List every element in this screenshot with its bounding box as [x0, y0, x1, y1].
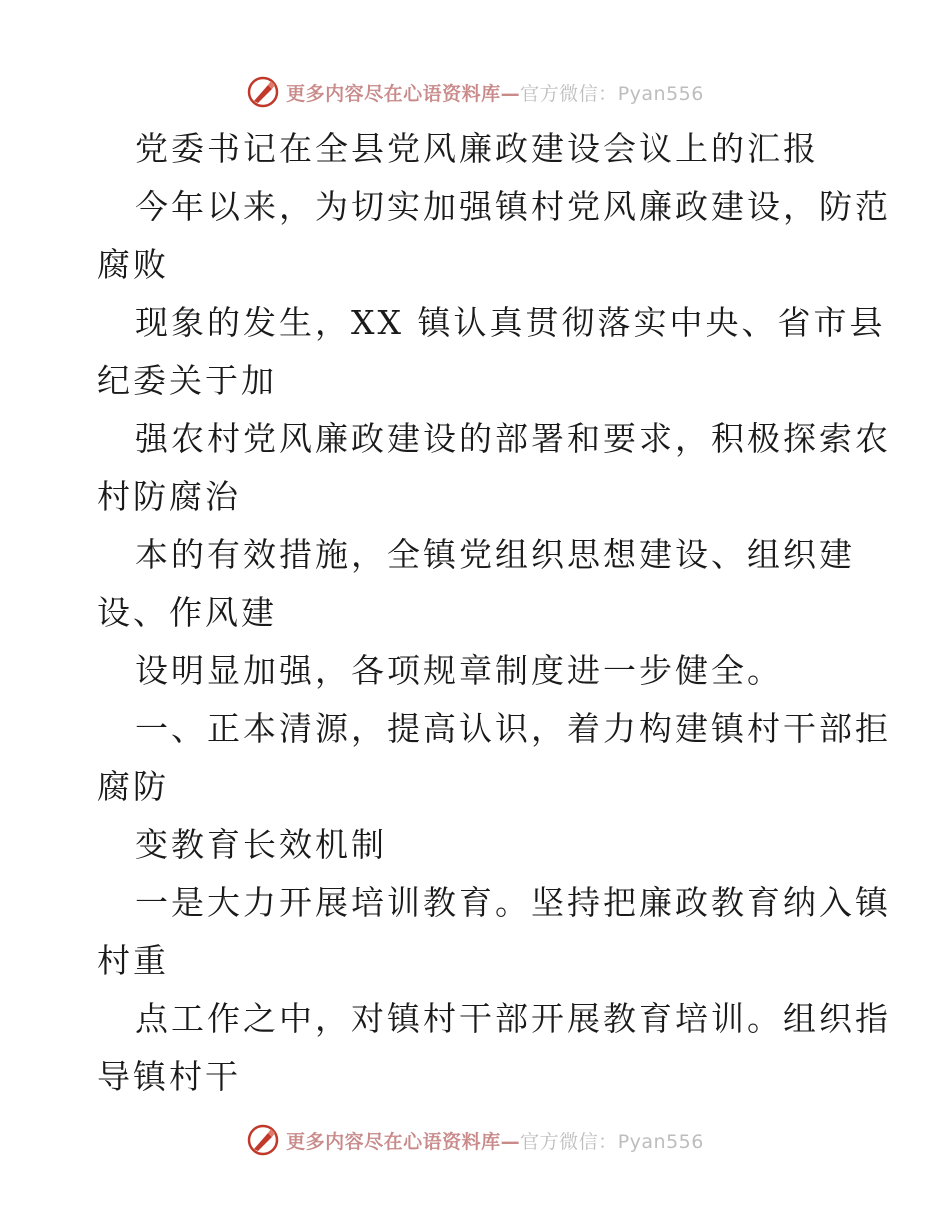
pen-logo-icon: [246, 1123, 280, 1157]
text-line: 现象的发生，XX 镇认真贯彻落实中央、省市县: [135, 303, 886, 342]
text-line: 一是大力开展培训教育。坚持把廉政教育纳入镇: [135, 883, 891, 922]
banner-brand-text: 更多内容尽在心语资料库: [286, 1130, 501, 1153]
document-body: [97, 120, 891, 1106]
pen-logo-icon: [246, 75, 280, 109]
banner-wechat-label: 官方微信：: [520, 82, 618, 105]
text-line: 村防腐治: [97, 477, 241, 516]
section-heading: 一、正本清源，提高认识，着力构建镇村干部拒: [135, 709, 891, 748]
banner-wechat-label: 官方微信：: [520, 1130, 618, 1153]
text-line: 今年以来，为切实加强镇村党风廉政建设，防范: [135, 187, 891, 226]
section-heading-cont: 变教育长效机制: [135, 825, 387, 864]
banner-wechat-id: Pyan556: [617, 82, 704, 105]
banner-wechat-id: Pyan556: [617, 1130, 704, 1153]
text-line: 设、作风建: [97, 593, 277, 632]
banner-separator: —: [500, 1130, 521, 1153]
text-line: 设明显加强，各项规章制度进一步健全。: [135, 651, 783, 690]
text-line: 本的有效措施，全镇党组织思想建设、组织建: [135, 535, 855, 574]
banner-brand-text: 更多内容尽在心语资料库: [286, 82, 501, 105]
banner-separator: —: [500, 82, 521, 105]
footer-watermark-banner: [0, 1120, 950, 1160]
text-line: 纪委关于加: [97, 361, 277, 400]
text-line: 点工作之中，对镇村干部开展教育培训。组织指: [135, 999, 891, 1038]
text-line: 腐败: [97, 245, 169, 284]
header-watermark-banner: [0, 72, 950, 112]
section-heading-cont: 腐防: [97, 767, 169, 806]
text-line: 导镇村干: [97, 1057, 241, 1096]
text-line: 强农村党风廉政建设的部署和要求，积极探索农: [135, 419, 891, 458]
text-line: 村重: [97, 941, 169, 980]
document-title: 党委书记在全县党风廉政建设会议上的汇报: [135, 129, 819, 168]
